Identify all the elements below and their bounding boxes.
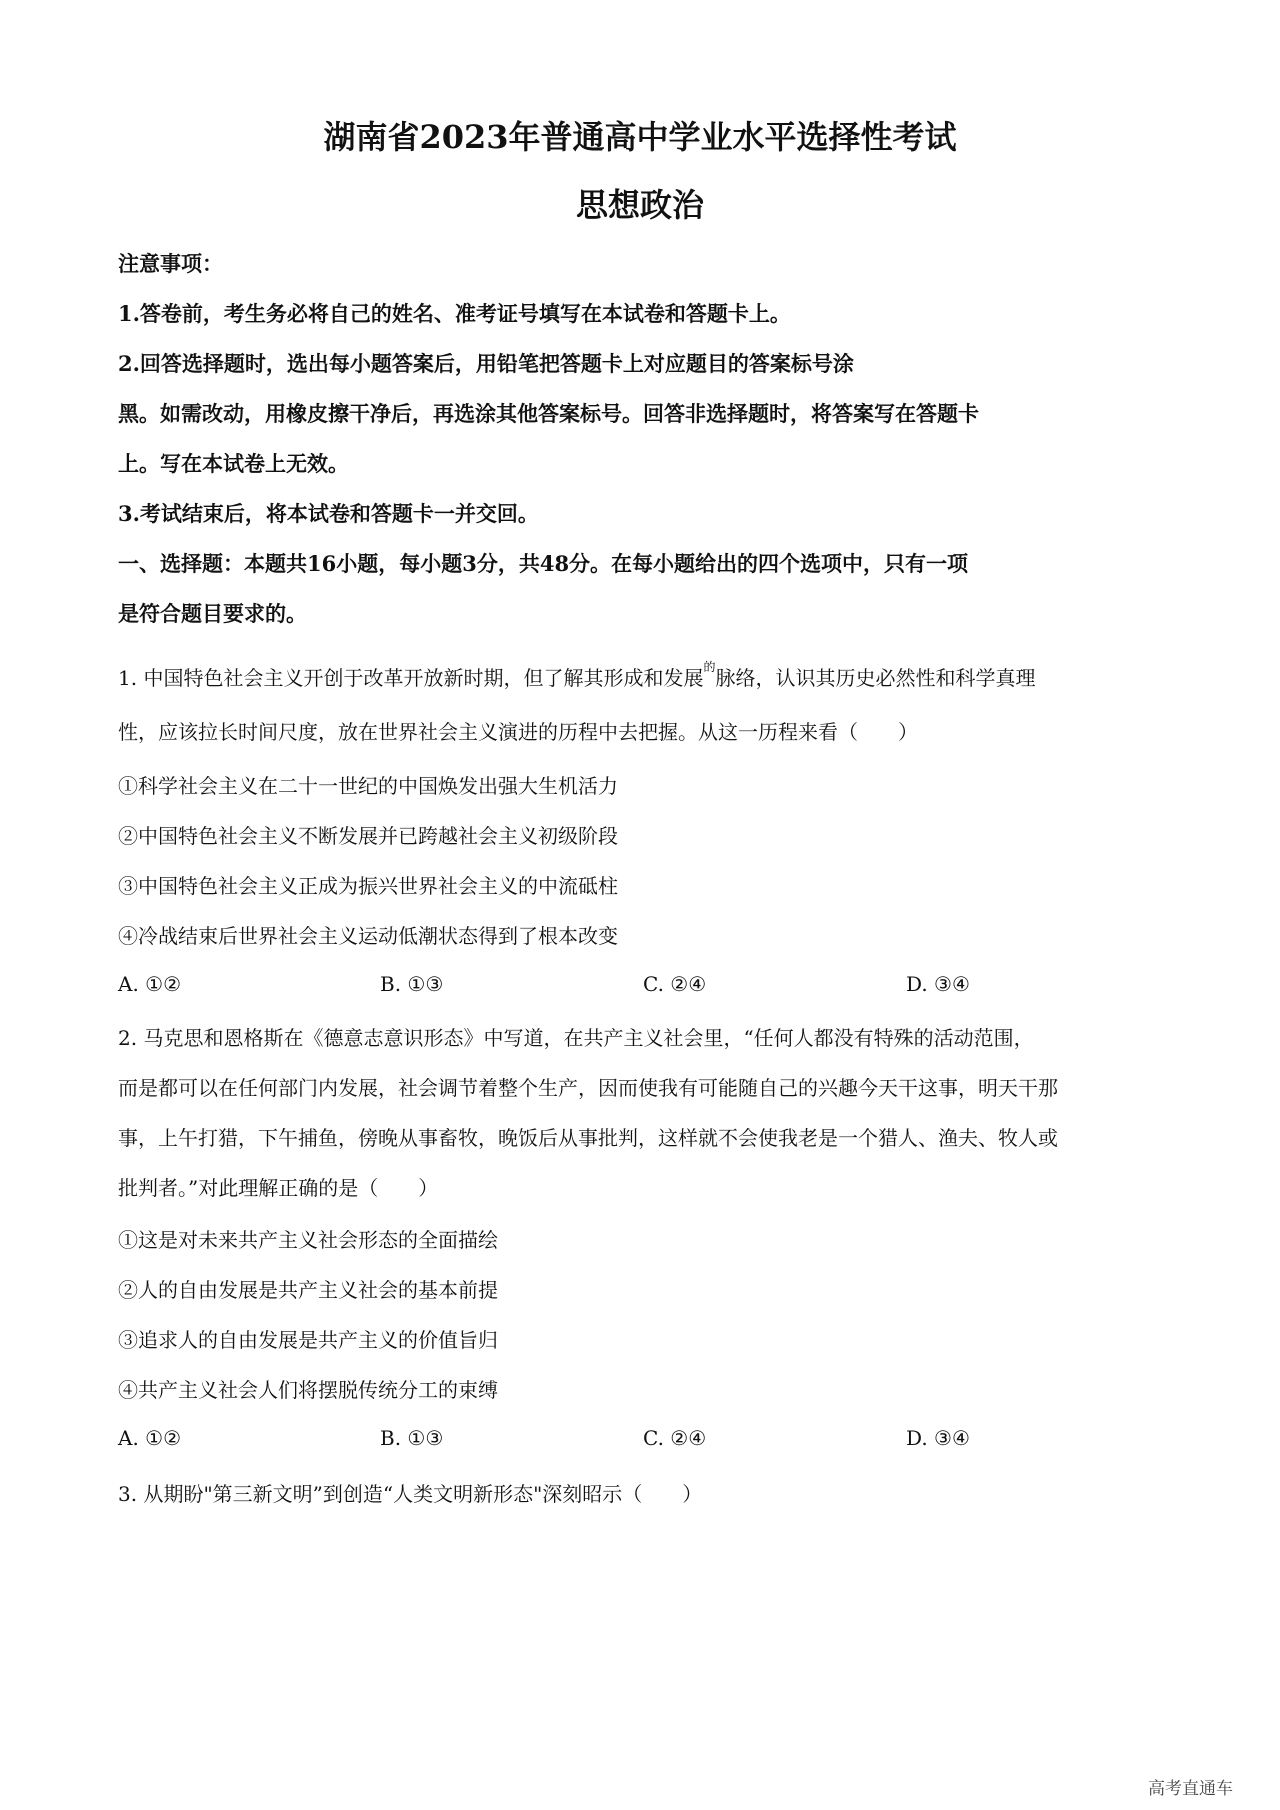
question-2-option-4: ④共产主义社会人们将摆脱传统分工的束缚 — [118, 1378, 498, 1402]
question-1-choice-a[interactable]: A. ①② — [118, 972, 182, 996]
question-1-choice-d[interactable]: D. ③④ — [906, 972, 970, 996]
notice-item-2-line-1: 2.回答选择题时，选出每小题答案后，用铅笔把答题卡上对应题目的答案标号涂 — [118, 351, 854, 376]
notice-heading: 注意事项： — [118, 251, 223, 276]
question-1-option-4: ④冷战结束后世界社会主义运动低潮状态得到了根本改变 — [118, 924, 618, 948]
question-2-choice-d[interactable]: D. ③④ — [906, 1426, 970, 1450]
question-1-line-1 — [118, 662, 1035, 691]
question-3-line-1: 3. 从期盼"第三新文明”到创造“人类文明新形态"深刻昭示（ ） — [118, 1482, 703, 1506]
question-1-option-3: ③中国特色社会主义正成为振兴世界社会主义的中流砥柱 — [118, 874, 618, 898]
question-1-text-a: 1. 中国特色社会主义开创于改革开放新时期，但了解其形成和发展 — [118, 666, 704, 690]
question-2-option-3: ③追求人的自由发展是共产主义的价值旨归 — [118, 1328, 498, 1352]
question-2-choice-c[interactable]: C. ②④ — [643, 1426, 707, 1450]
notice-item-1: 1.答卷前，考生务必将自己的姓名、准考证号填写在本试卷和答题卡上。 — [118, 301, 791, 326]
question-2-option-1: ①这是对未来共产主义社会形态的全面描绘 — [118, 1228, 498, 1252]
question-2-option-2: ②人的自由发展是共产主义社会的基本前提 — [118, 1278, 498, 1302]
question-1-superscript: 的 — [703, 660, 716, 674]
section-heading-line-2: 是符合题目要求的。 — [118, 601, 307, 626]
question-2-line-2: 而是都可以在任何部门内发展，社会调节着整个生产，因而使我有可能随自己的兴趣今天干这事，明天干那 — [118, 1076, 1058, 1100]
question-1-line-2: 性，应该拉长时间尺度，放在世界社会主义演进的历程中去把握。从这一历程来看（ ） — [118, 720, 918, 744]
question-1-option-2: ②中国特色社会主义不断发展并已跨越社会主义初级阶段 — [118, 824, 618, 848]
notice-item-2-line-3: 上。写在本试卷上无效。 — [118, 451, 349, 476]
section-heading-line-1: 一、选择题：本题共16小题，每小题3分，共48分。在每小题给出的四个选项中，只有一项 — [118, 551, 969, 576]
subject-title: 思想政治 — [575, 186, 704, 224]
question-2-line-4: 批判者。”对此理解正确的是（ ） — [118, 1176, 439, 1200]
question-1-text-b: 脉络，认识其历史必然性和科学真理 — [715, 666, 1036, 690]
question-2-choice-b[interactable]: B. ①③ — [380, 1426, 444, 1450]
question-2-line-1: 2. 马克思和恩格斯在《德意志意识形态》中写道，在共产主义社会里，“任何人都没有特殊的活动范围， — [118, 1026, 1034, 1050]
question-1-choice-c[interactable]: C. ②④ — [643, 972, 707, 996]
notice-item-3: 3.考试结束后，将本试卷和答题卡一并交回。 — [118, 501, 539, 526]
question-2-line-3: 事，上午打猎，下午捕鱼，傍晚从事畜牧，晚饭后从事批判，这样就不会使我老是一个猎人、渔夫、牧人或 — [118, 1126, 1058, 1150]
watermark-text: 高考直通车 — [1148, 1779, 1233, 1799]
question-1-choice-b[interactable]: B. ①③ — [380, 972, 444, 996]
question-2-choice-a[interactable]: A. ①② — [118, 1426, 182, 1450]
question-1-option-1: ①科学社会主义在二十一世纪的中国焕发出强大生机活力 — [118, 774, 618, 798]
notice-item-2-line-2: 黑。如需改动，用橡皮擦干净后，再选涂其他答案标号。回答非选择题时，将答案写在答题卡 — [118, 401, 979, 426]
exam-title: 湖南省2023年普通高中学业水平选择性考试 — [323, 118, 957, 156]
